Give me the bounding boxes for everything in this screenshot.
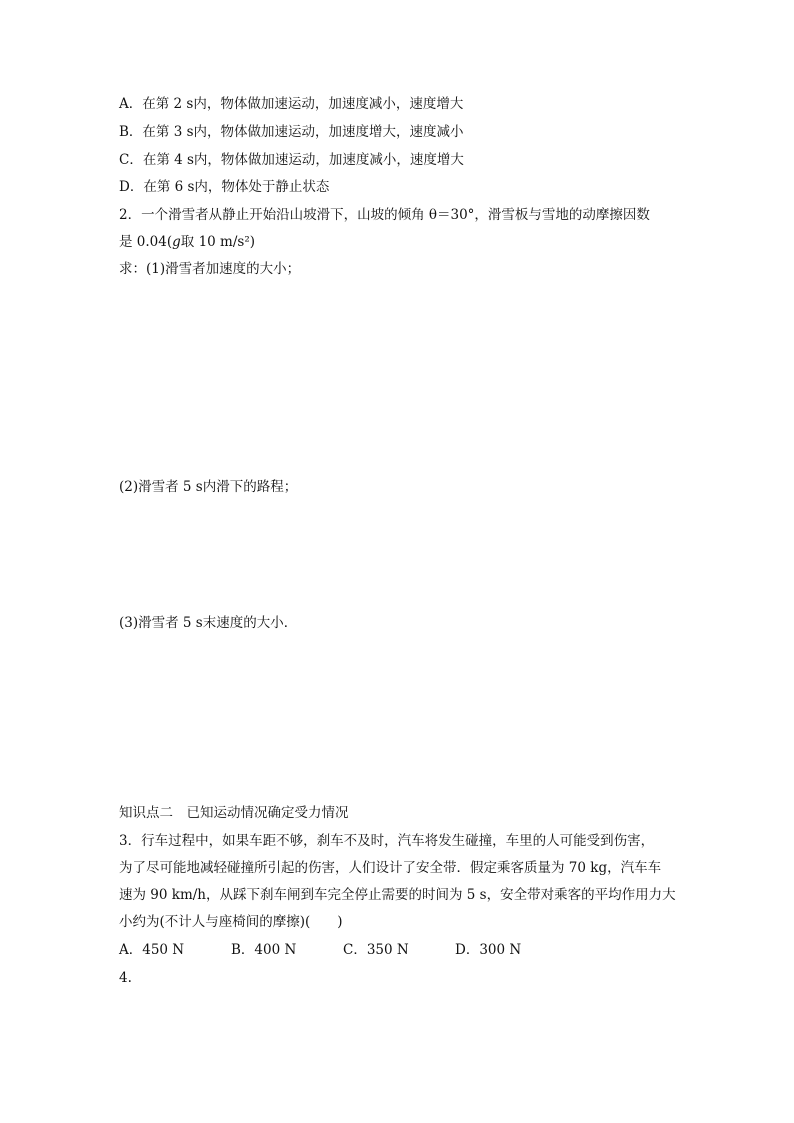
q3-options: [119, 940, 521, 960]
q2-line2-g: g: [172, 234, 181, 250]
q3-option-a: A．450 N: [119, 942, 185, 958]
q2-part3: (3)滑雪者 5 s末速度的大小．: [119, 615, 298, 631]
q3-option-b: B．400 N: [231, 942, 297, 958]
q3-option-c: C．350 N: [343, 942, 409, 958]
q3-line2: 为了尽可能地减轻碰撞所引起的伤害，人们设计了安全带．假定乘客质量为 70 kg，汽车车: [119, 860, 662, 876]
q1-option-a: A．在第 2 s内，物体做加速运动，加速度减小，速度增大: [119, 96, 464, 112]
q2-part2: (2)滑雪者 5 s内滑下的路程；: [119, 479, 298, 495]
q2-line2-pre: 是 0.04(: [119, 234, 173, 250]
q3-line3: 速为 90 km/h，从踩下刹车闸到车完全停止需要的时间为 5 s，安全带对乘客的平均作用力大: [119, 887, 676, 903]
q2-ask: 求：(1)滑雪者加速度的大小；: [119, 261, 301, 277]
q4-label: 4.: [119, 970, 132, 986]
q3-option-d: D．300 N: [455, 942, 522, 958]
q2-line1: 2．一个滑雪者从静止开始沿山坡滑下，山坡的倾角 θ＝30°，滑雪板与雪地的动摩擦因数: [119, 207, 650, 223]
q3-line4: 小约为(不计人与座椅间的摩擦)( ): [119, 914, 343, 930]
q1-option-b: B．在第 3 s内，物体做加速运动，加速度增大，速度减小: [119, 124, 464, 140]
q2-line2-post: 取 10 m/s²): [180, 234, 255, 250]
q1-option-c: C．在第 4 s内，物体做加速运动，加速度减小，速度增大: [119, 152, 464, 168]
q3-line1: 3．行车过程中，如果车距不够，刹车不及时，汽车将发生碰撞，车里的人可能受到伤害，: [119, 833, 655, 849]
q2-line2: [119, 232, 255, 252]
q1-option-d: D．在第 6 s内，物体处于静止状态: [119, 179, 330, 195]
section-title: 知识点二 已知运动情况确定受力情况: [119, 805, 349, 821]
